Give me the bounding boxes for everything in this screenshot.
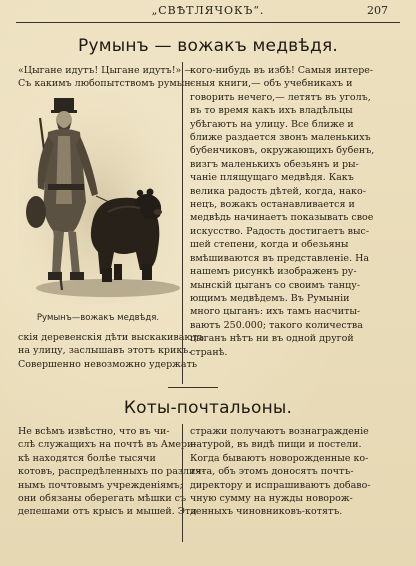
text-line: шей степени, когда и обезьяны (190, 239, 349, 251)
text-line: искусство. Радость достигаетъ выс- (190, 225, 370, 237)
text-line: визгъ маленькихъ обезьянъ и ры- (190, 158, 359, 170)
text-line: «Цыгане идутъ! Цыгане идутъ!» — (18, 65, 194, 76)
text-line: сныя книги,— объ учебникахъ и (190, 78, 353, 90)
text-line: нашемъ рисункѣ изображенъ ру- (190, 266, 357, 278)
magazine-title: „СВѢТЛЯЧОКЪ“. (151, 4, 265, 17)
text-line: ющимъ медвѣдемъ. Въ Румыніи (190, 292, 350, 304)
article2-right-column (190, 425, 371, 519)
text-line: Когда бываютъ новорожденные ко- (190, 452, 369, 464)
text-line: на улицу, заслышавъ этотъ крикъ. (18, 345, 192, 357)
text-line: въ то время какъ ихъ владѣльцы (190, 105, 353, 117)
article2-left-column (18, 425, 205, 519)
text-line: кого-нибудь въ избѣ! Самыя интере- (190, 65, 374, 76)
text-line: много цыганъ: ихъ тамъ насчиты- (190, 306, 361, 318)
illustration-gypsy-with-bear (18, 92, 178, 304)
text-line: натурой, въ видѣ пищи и постели. (190, 439, 362, 451)
text-line: ваютъ 250.000; такого количества (190, 319, 363, 331)
text-line: нымъ почтовымъ учрежденіямъ; (18, 479, 183, 491)
text-line: странѣ. (190, 346, 228, 358)
text-line: чаніе плящущаго медвѣдя. Какъ (190, 172, 354, 184)
running-head (0, 4, 416, 20)
text-line: депешами отъ крысъ и мышей. Эти (18, 506, 197, 518)
text-line: котовъ, распредѣленныхъ по различ- (18, 466, 205, 478)
engraving-image (18, 92, 178, 304)
text-line: директору и испрашиваютъ добаво- (190, 479, 371, 491)
text-line: бубенчиковъ, окружающихъ бубенъ, (190, 145, 375, 157)
text-line: ближе раздается звонъ маленькихъ (190, 132, 371, 144)
text-line: слѣ служащихъ на почтѣ въ Амери- (18, 439, 197, 451)
article-title-cat-postmen: Коты-почтальоны. (123, 398, 293, 418)
text-line: медвѣдь начинаетъ показывать свое (190, 212, 374, 224)
text-line: денныхъ чиновниковъ-котятъ. (190, 506, 343, 518)
column-rule (182, 62, 183, 384)
text-line: кѣ находятся болѣе тысячи (18, 452, 156, 464)
page-number: 207 (367, 4, 388, 17)
text-line: они обязаны оберегать мѣшки съ (18, 493, 187, 505)
illustration-caption: Румынъ—вожакъ медвѣдя. (36, 313, 160, 323)
text-line: Съ какимъ любопытствомъ румын- (18, 78, 194, 90)
text-line: велика радость дѣтей, когда, нако- (190, 185, 366, 197)
text-line: нецъ, вожакъ останавливается и (190, 199, 355, 211)
text-line: мынскій цыганъ со своимъ танцу- (190, 279, 361, 291)
text-line: тята, объ этомъ доносятъ почтъ- (190, 466, 354, 478)
text-line: стражи получаютъ вознагражденіе (190, 426, 369, 437)
text-line: скія деревенскія дѣти выскакиваютъ (18, 332, 204, 343)
text-line: чную сумму на нужды новорож- (190, 493, 353, 505)
text-line: убѣгаютъ на улицу. Все ближе и (190, 118, 354, 130)
article1-right-column (190, 64, 375, 359)
section-divider (168, 387, 218, 388)
text-line: говорить нечего,— летятъ въ уголъ, (190, 91, 371, 103)
text-line: цыганъ нѣтъ ни въ одной другой (190, 333, 354, 345)
article-title-romanian-bear-leader: Румынъ — вожакъ медвѣдя. (78, 36, 338, 56)
article1-left-column-top (18, 64, 194, 91)
header-rule (16, 22, 400, 23)
text-line: Не всѣмъ извѣстно, что въ чи- (18, 426, 170, 437)
text-line: Совершенно невозможно удержать (18, 358, 197, 370)
article1-left-column-bottom (18, 331, 204, 371)
column-rule (182, 424, 183, 542)
text-line: вмѣшиваются въ представленіе. На (190, 252, 370, 264)
